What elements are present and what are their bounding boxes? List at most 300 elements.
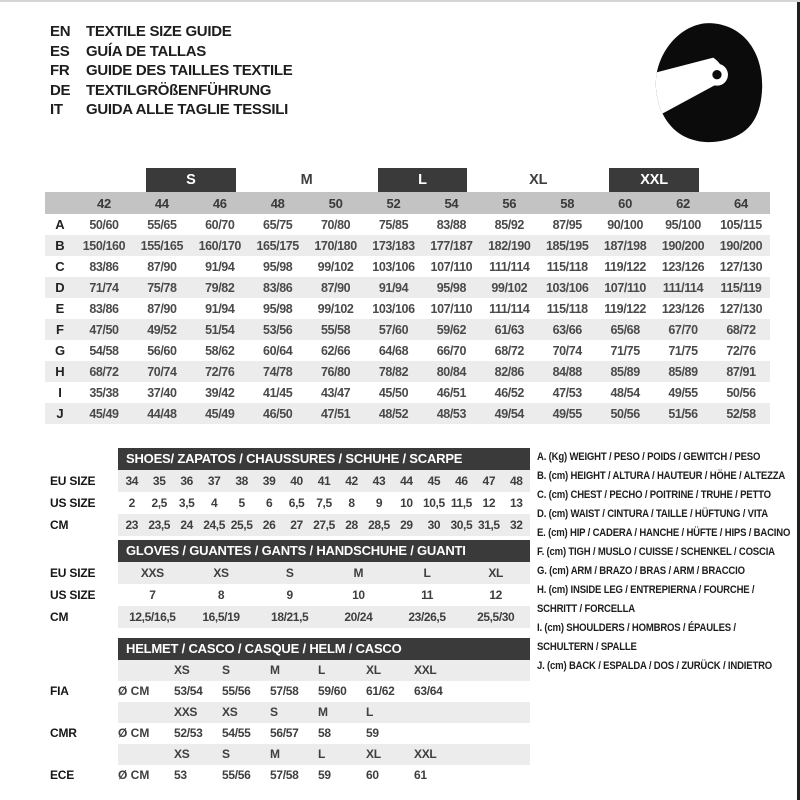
helmet-size-value: 52/53 xyxy=(174,726,203,740)
size-value-cell: 62/66 xyxy=(320,343,351,358)
row-cells xyxy=(118,723,530,744)
row-label: US SIZE xyxy=(50,496,96,510)
table-row xyxy=(45,361,770,382)
size-value-cell: 103/106 xyxy=(372,301,415,316)
measurement-row-label: B xyxy=(55,238,65,253)
size-cell: 10 xyxy=(352,588,365,602)
shoes-title-bar xyxy=(118,448,530,470)
language-line xyxy=(50,81,292,101)
size-value-cell: 65/75 xyxy=(263,217,293,232)
size-cell: 37 xyxy=(207,474,221,488)
shoes-section xyxy=(45,448,530,536)
helmet-size-value: 63/64 xyxy=(414,684,443,698)
size-value-cell: 49/54 xyxy=(494,406,524,421)
helmet-size-label: M xyxy=(270,747,280,761)
gloves-title-bar xyxy=(118,540,530,562)
size-cell: 11,5 xyxy=(450,496,472,510)
language-title: TEXTILE SIZE GUIDE xyxy=(86,23,232,40)
table-row xyxy=(45,382,770,403)
helmet-size-label: XXS xyxy=(174,705,198,719)
size-value-cell: 111/114 xyxy=(489,301,530,316)
size-value-cell: 71/75 xyxy=(668,343,698,358)
helmet-size-label: M xyxy=(318,705,328,719)
row-label: EU SIZE xyxy=(50,566,96,580)
standard-label: FIA xyxy=(50,684,69,698)
size-value-cell: 83/88 xyxy=(436,217,467,232)
size-value-cell: 87/90 xyxy=(147,259,177,274)
size-value-cell: 72/76 xyxy=(205,364,235,379)
size-value-cell: 82/86 xyxy=(494,364,524,379)
size-row xyxy=(45,606,530,628)
size-value-cell: 70/74 xyxy=(147,364,177,379)
unit-placeholder xyxy=(118,744,174,765)
corner-cell xyxy=(45,192,75,214)
helmet-size-label: XS xyxy=(174,663,190,677)
helmet-section xyxy=(45,638,530,786)
size-value-cell: 49/55 xyxy=(552,406,582,421)
size-value-cell: 59/62 xyxy=(436,322,467,337)
size-group-cell xyxy=(133,168,249,192)
row-cells xyxy=(118,765,530,786)
size-value-cell: 85/89 xyxy=(610,364,640,379)
shoes-rows xyxy=(45,470,530,536)
helmet-sizes-row xyxy=(45,660,530,681)
language-code: DE xyxy=(50,81,71,99)
row-cells xyxy=(118,606,530,628)
size-cell: 41 xyxy=(317,474,331,488)
size-cell: 25,5/30 xyxy=(477,610,515,624)
size-value-cell: 70/80 xyxy=(320,217,351,232)
row-label: EU SIZE xyxy=(50,474,96,488)
size-value-cell: 87/90 xyxy=(320,280,351,295)
size-value-cell: 70/74 xyxy=(552,343,582,358)
size-number: 52 xyxy=(365,192,423,214)
size-cell: 28 xyxy=(345,518,358,532)
helmet-sizes-row xyxy=(45,744,530,765)
shoes-title: SHOES/ ZAPATOS / CHAUSSURES / SCHUHE / SCARPE xyxy=(126,451,463,466)
size-value-cell: 60/64 xyxy=(263,343,293,358)
size-value-cell: 83/86 xyxy=(89,259,119,274)
helmet-size-label: XXL xyxy=(414,747,437,761)
size-cell: 29 xyxy=(400,518,413,532)
size-value-cell: 75/78 xyxy=(147,280,177,295)
row-label: CM xyxy=(50,518,69,532)
language-code: ES xyxy=(50,42,70,60)
measurement-row-label: I xyxy=(58,385,62,400)
size-row xyxy=(45,470,530,492)
size-value-cell: 111/114 xyxy=(662,280,704,295)
size-value-cell: 43/47 xyxy=(320,385,351,400)
size-row xyxy=(45,514,530,536)
size-cell: 44 xyxy=(400,474,413,488)
size-cell: L xyxy=(423,566,431,580)
size-value-cell: 49/55 xyxy=(668,385,698,400)
helmet-size-label: XS xyxy=(222,705,238,719)
helmet-size-value: 59 xyxy=(366,726,379,740)
size-number: 58 xyxy=(538,192,596,214)
size-cell: 5 xyxy=(238,496,245,510)
size-value-cell: 41/45 xyxy=(263,385,293,400)
size-cell: 18/21,5 xyxy=(271,610,309,624)
size-value-cell: 95/100 xyxy=(665,217,701,232)
legend-item: A. (Kg) WEIGHT / PESO / POIDS / GEWITCH / PESO xyxy=(537,451,761,463)
size-value-cell: 103/106 xyxy=(372,259,415,274)
size-value-cell: 48/53 xyxy=(436,406,467,421)
measurement-row-label: D xyxy=(55,280,65,295)
helmet-icon xyxy=(645,18,767,146)
size-cell: 25,5 xyxy=(230,518,253,532)
measurement-row-label: C xyxy=(55,259,65,274)
size-numbers-row xyxy=(45,192,770,214)
size-value-cell: 45/49 xyxy=(89,406,119,421)
size-value-cell: 68/72 xyxy=(89,364,119,379)
size-value-cell: 74/78 xyxy=(263,364,293,379)
size-group-label: L xyxy=(378,168,468,192)
helmet-size-value: 59/60 xyxy=(318,684,347,698)
size-group-cell xyxy=(249,168,365,192)
gloves-rows xyxy=(45,562,530,628)
size-value-cell: 99/102 xyxy=(491,280,528,295)
size-value-cell: 60/70 xyxy=(205,217,235,232)
row-label xyxy=(45,702,118,723)
standard-label: CMR xyxy=(50,726,77,740)
unit-label: Ø CM xyxy=(118,768,150,782)
size-group-label: XL xyxy=(529,172,548,188)
helmet-values-row xyxy=(45,765,530,786)
size-cell: S xyxy=(285,566,294,580)
row-cells xyxy=(118,584,530,606)
size-value-cell: 182/190 xyxy=(488,238,531,253)
size-row xyxy=(45,562,530,584)
row-label xyxy=(45,744,118,765)
size-value-cell: 165/175 xyxy=(256,238,299,253)
size-value-cell: 54/58 xyxy=(89,343,119,358)
size-value-cell: 37/40 xyxy=(147,385,177,400)
size-cell: 10 xyxy=(400,496,413,510)
size-value-cell: 50/56 xyxy=(610,406,640,421)
language-line xyxy=(50,100,292,120)
size-cell: 35 xyxy=(152,474,166,488)
size-value-cell: 46/50 xyxy=(263,406,293,421)
helmet-size-label: S xyxy=(222,747,230,761)
size-value-cell: 115/118 xyxy=(546,259,588,274)
size-value-cell: 150/160 xyxy=(82,238,126,253)
helmet-values-row xyxy=(45,723,530,744)
size-cell: 4 xyxy=(211,496,218,510)
size-cell: 9 xyxy=(375,496,383,510)
size-cell: 39 xyxy=(262,474,276,488)
size-value-cell: 119/122 xyxy=(604,259,646,274)
size-number: 48 xyxy=(249,192,307,214)
size-value-cell: 46/52 xyxy=(494,385,524,400)
size-cell: 6 xyxy=(265,496,273,510)
language-line xyxy=(50,42,292,62)
size-value-cell: 107/110 xyxy=(604,280,646,295)
size-value-cell: 44/48 xyxy=(147,406,177,421)
size-value-cell: 95/98 xyxy=(436,280,467,295)
size-value-cell: 61/63 xyxy=(494,322,524,337)
legend-item: H. (cm) INSIDE LEG / ENTREPIERNA / FOURCHE / SCHRITT / FORCELLA xyxy=(537,584,755,615)
helmet-size-value: 57/58 xyxy=(270,684,299,698)
size-value-cell: 72/76 xyxy=(726,343,756,358)
size-cell: 28,5 xyxy=(368,518,390,532)
measurement-row-label: G xyxy=(54,343,66,358)
helmet-standard-group xyxy=(45,660,530,702)
unit-label: Ø CM xyxy=(118,726,150,740)
table-row xyxy=(45,319,770,340)
size-value-cell: 48/52 xyxy=(378,406,409,421)
row-cells xyxy=(118,562,530,584)
size-value-cell: 170/180 xyxy=(314,238,357,253)
language-code: FR xyxy=(50,62,70,79)
size-cell: 12,5/16,5 xyxy=(129,610,176,624)
legend-item: F. (cm) TIGH / MUSLO / CUISSE / SCHENKEL / COSCIA xyxy=(537,546,775,558)
size-cell: 45 xyxy=(427,474,441,488)
size-value-cell: 78/82 xyxy=(378,364,409,379)
size-value-cell: 155/165 xyxy=(140,238,184,253)
size-cell: 10,5 xyxy=(423,496,445,510)
size-cell: 38 xyxy=(235,474,248,488)
size-group-cell xyxy=(365,168,481,192)
size-cell: 13 xyxy=(510,496,523,510)
table-row xyxy=(45,340,770,361)
size-number: 46 xyxy=(191,192,249,214)
size-value-cell: 85/92 xyxy=(494,217,524,232)
helmet-values-row xyxy=(45,681,530,702)
size-cell: 43 xyxy=(372,474,386,488)
size-value-cell: 173/183 xyxy=(372,238,415,253)
size-cell: 2 xyxy=(128,496,135,510)
size-value-cell: 51/56 xyxy=(668,406,698,421)
language-code: EN xyxy=(50,23,71,40)
size-number: 62 xyxy=(654,192,712,214)
size-value-cell: 115/118 xyxy=(546,301,588,316)
size-value-cell: 71/74 xyxy=(89,280,119,295)
helmet-rows xyxy=(45,660,530,786)
size-value-cell: 64/68 xyxy=(378,343,409,358)
size-value-cell: 177/187 xyxy=(430,238,473,253)
size-group-label: M xyxy=(300,172,313,188)
size-group-cell xyxy=(75,168,133,192)
table-row xyxy=(45,214,770,235)
helmet-size-label: L xyxy=(318,747,326,761)
table-row xyxy=(45,403,770,424)
row-cells xyxy=(118,514,530,536)
size-cell: 27,5 xyxy=(313,518,335,532)
size-value-cell: 75/85 xyxy=(378,217,409,232)
size-value-cell: 160/170 xyxy=(198,238,241,253)
size-value-cell: 55/65 xyxy=(147,217,177,232)
size-cell: 42 xyxy=(345,474,358,488)
size-value-cell: 107/110 xyxy=(430,301,473,316)
visor-pivot-inner xyxy=(712,70,721,79)
size-cell: 8 xyxy=(217,588,225,602)
language-title: GUIDA ALLE TAGLIE TESSILI xyxy=(86,101,288,118)
size-value-cell: 105/115 xyxy=(720,217,762,232)
size-number: 56 xyxy=(480,192,538,214)
helmet-size-value: 55/56 xyxy=(222,684,251,698)
legend-item: E. (cm) HIP / CADERA / HANCHE / HÜFTE / HIPS / BACINO xyxy=(537,527,791,539)
size-groups-row xyxy=(45,168,770,192)
helmet-size-label: XL xyxy=(366,747,381,761)
row-cells xyxy=(118,660,530,681)
size-value-cell: 80/84 xyxy=(436,364,467,379)
size-value-cell: 127/130 xyxy=(719,301,763,316)
size-value-cell: 90/100 xyxy=(607,217,644,232)
helmet-size-label: XXL xyxy=(414,663,437,677)
table-row xyxy=(45,235,770,256)
size-cell: 9 xyxy=(286,588,293,602)
size-value-cell: 52/58 xyxy=(726,406,756,421)
corner-cell xyxy=(45,168,75,192)
size-value-cell: 50/60 xyxy=(89,217,119,232)
size-cell: 3,5 xyxy=(178,496,195,510)
size-cell: 27 xyxy=(290,518,303,532)
size-cell: 6,5 xyxy=(288,496,305,510)
row-label: CM xyxy=(50,610,69,624)
size-cell: 47 xyxy=(482,474,496,488)
size-value-cell: 84/88 xyxy=(552,364,582,379)
size-value-cell: 87/90 xyxy=(147,301,177,316)
size-cell: 23 xyxy=(125,518,139,532)
size-value-cell: 55/58 xyxy=(320,322,351,337)
size-cell: 40 xyxy=(290,474,303,488)
size-value-cell: 47/51 xyxy=(320,406,351,421)
size-cell: 2,5 xyxy=(151,496,167,510)
helmet-standard-group xyxy=(45,702,530,744)
helmet-size-value: 54/55 xyxy=(222,726,251,740)
size-cell: 30,5 xyxy=(450,518,473,532)
helmet-standard-group xyxy=(45,744,530,786)
helmet-size-value: 59 xyxy=(318,768,331,782)
table-row xyxy=(45,277,770,298)
language-title: GUIDE DES TAILLES TEXTILE xyxy=(86,62,293,79)
size-value-cell: 48/54 xyxy=(610,385,640,400)
size-cell: 36 xyxy=(180,474,193,488)
legend-item: G. (cm) ARM / BRAZO / BRAS / ARM / BRACCIO xyxy=(537,565,745,577)
size-value-cell: 190/200 xyxy=(661,238,705,253)
size-value-cell: 85/89 xyxy=(668,364,698,379)
size-number: 60 xyxy=(596,192,654,214)
language-title: TEXTILGRÖßENFÜHRUNG xyxy=(86,81,272,99)
size-cell: 31,5 xyxy=(477,518,500,532)
size-cell: 24 xyxy=(180,518,193,532)
size-value-cell: 187/198 xyxy=(603,238,647,253)
size-value-cell: 65/68 xyxy=(610,322,640,337)
size-value-cell: 66/70 xyxy=(436,343,467,358)
size-value-cell: 47/53 xyxy=(552,385,582,400)
size-group-label: S xyxy=(146,168,236,192)
language-title: GUÍA DE TALLAS xyxy=(86,42,206,60)
helmet-size-value: 56/57 xyxy=(270,726,299,740)
size-value-cell: 57/60 xyxy=(378,322,409,337)
helmet-size-label: S xyxy=(222,663,230,677)
unit-label: Ø CM xyxy=(118,684,150,698)
size-value-cell: 56/60 xyxy=(147,343,177,358)
size-number: 64 xyxy=(712,192,770,214)
size-group-label xyxy=(88,168,120,192)
row-cells xyxy=(118,702,530,723)
size-value-cell: 63/66 xyxy=(552,322,582,337)
size-value-cell: 68/72 xyxy=(494,343,524,358)
size-value-cell: 111/114 xyxy=(489,259,530,274)
helmet-size-value: 55/56 xyxy=(222,768,251,782)
size-number: 54 xyxy=(422,192,480,214)
size-value-cell: 76/80 xyxy=(320,364,351,379)
size-value-cell: 45/49 xyxy=(205,406,235,421)
size-value-cell: 127/130 xyxy=(719,259,763,274)
legend-item: D. (cm) WAIST / CINTURA / TAILLE / HÜFTUNG / VITA xyxy=(537,508,768,520)
size-value-cell: 115/119 xyxy=(720,280,762,295)
size-cell: 12 xyxy=(489,588,502,602)
size-value-cell: 99/102 xyxy=(317,259,354,274)
size-value-cell: 45/50 xyxy=(378,385,409,400)
helmet-size-label: XL xyxy=(366,663,381,677)
table-row xyxy=(45,298,770,319)
size-cell: 23/26,5 xyxy=(408,610,446,624)
measurement-legend xyxy=(537,448,791,676)
helmet-size-label: L xyxy=(366,705,374,719)
size-value-cell: 51/54 xyxy=(205,322,235,337)
size-group-cell xyxy=(712,168,770,192)
row-cells xyxy=(118,470,530,492)
size-value-cell: 50/56 xyxy=(726,385,756,400)
measurement-row-label: H xyxy=(55,364,65,379)
measurement-row-label: E xyxy=(55,301,65,316)
measurement-row-label: F xyxy=(56,322,64,337)
size-value-cell: 99/102 xyxy=(317,301,354,316)
size-value-cell: 71/75 xyxy=(610,343,640,358)
size-group-cell xyxy=(480,168,596,192)
language-line xyxy=(50,22,292,42)
helmet-size-label: M xyxy=(270,663,280,677)
size-cell: 32 xyxy=(510,518,523,532)
helmet-size-value: 61/62 xyxy=(366,684,395,698)
size-value-cell: 119/122 xyxy=(604,301,646,316)
size-cell: 7,5 xyxy=(316,496,332,510)
helmet-size-value: 60 xyxy=(366,768,379,782)
size-value-cell: 46/51 xyxy=(436,385,467,400)
size-cell: 8 xyxy=(348,496,355,510)
size-cell: 20/24 xyxy=(344,610,373,624)
helmet-size-value: 58 xyxy=(318,726,331,740)
row-cells xyxy=(118,681,530,702)
helmet-title: HELMET / CASCO / CASQUE / HELM / CASCO xyxy=(126,641,402,656)
helmet-size-value: 61 xyxy=(414,768,427,782)
size-value-cell: 79/82 xyxy=(205,280,235,295)
size-cell: 30 xyxy=(427,518,441,532)
size-value-cell: 67/70 xyxy=(668,322,698,337)
size-value-cell: 95/98 xyxy=(263,301,293,316)
row-label xyxy=(45,660,118,681)
table-row xyxy=(45,256,770,277)
size-cell: 48 xyxy=(510,474,523,488)
row-cells xyxy=(118,492,530,514)
gloves-section xyxy=(45,540,530,628)
size-row xyxy=(45,584,530,606)
row-label: US SIZE xyxy=(50,588,96,602)
size-value-cell: 49/52 xyxy=(147,322,177,337)
size-value-cell: 103/106 xyxy=(546,280,589,295)
textile-table-body xyxy=(45,214,770,424)
size-number: 42 xyxy=(75,192,133,214)
size-value-cell: 53/56 xyxy=(263,322,293,337)
size-row xyxy=(45,492,530,514)
size-cell: 11 xyxy=(421,588,433,602)
measurement-row-label: A xyxy=(55,217,65,232)
size-cell: 12 xyxy=(482,496,496,510)
measurement-row-label: J xyxy=(56,406,64,421)
